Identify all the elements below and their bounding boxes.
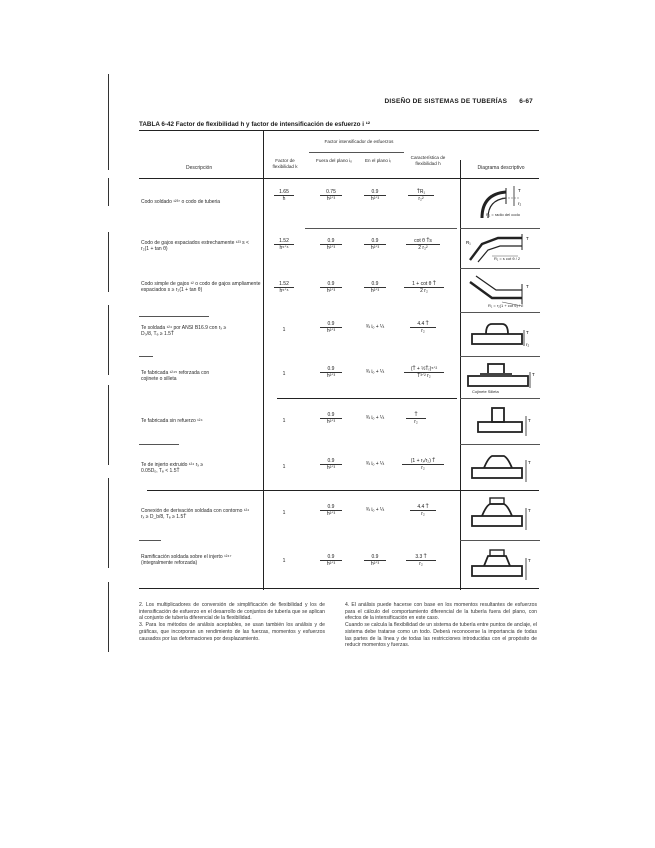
row-rule-6 — [139, 444, 179, 445]
header-page-number: 6-67 — [519, 98, 533, 105]
svg-text:T: T — [526, 330, 529, 335]
row-1-k: $\frac{1.65}{h}$ — [274, 189, 294, 202]
row-rule-1b — [460, 228, 540, 229]
branch-welded-on-fitting-diagram-icon — [462, 544, 540, 584]
row-2-io: 0.9 h²ᐟ³ — [320, 238, 342, 251]
svg-text:T: T — [528, 460, 531, 465]
row-rule-2 — [460, 268, 540, 269]
svg-text:T: T — [528, 558, 531, 563]
footnotes-left — [139, 602, 325, 642]
margin-rule-5 — [108, 385, 109, 465]
row-2-description: Codo de gajos espaciados estrechamente ¹²³ s < r₂(1 + tan θ) — [141, 240, 249, 252]
row-7-k: 1 — [282, 464, 286, 470]
row-4-description: Te soldada ¹²⁴ por ANSI B16.9 con rₓ ≥ D₀/8, Tₑ ≥ 1.5T̄ — [141, 325, 227, 337]
margin-rule-3 — [108, 232, 109, 292]
row-rule-7 — [147, 490, 539, 491]
col-header-k: Factor de flexibilidad k — [272, 158, 298, 169]
svg-text:T: T — [526, 236, 529, 241]
row-8-k: 1 — [282, 510, 286, 516]
table-caption: TABLA 6-42 Factor de flexibilidad h y factor de intensificación de esfuerzo i ¹² — [139, 121, 370, 128]
col-header-diagram: Diagrama descriptivo — [477, 165, 525, 171]
svg-text:R₁: R₁ — [466, 240, 471, 245]
header-title: DISEÑO DE SISTEMAS DE TUBERÍAS — [384, 98, 508, 105]
row-3-io: 0.9 h²ᐟ³ — [320, 281, 342, 294]
row-6-k: 1 — [282, 418, 286, 424]
row-6-h: $\frac{T̄}{\text{r₂}}$ — [406, 412, 426, 425]
row-6-description: Te fabricada sin refuerzo ¹²⁴ — [141, 418, 203, 424]
row-rule-3b — [460, 312, 540, 313]
row-rule-1 — [305, 228, 457, 229]
row-7-io: 0.9 h²ᐟ³ — [320, 458, 342, 471]
row-rule-6b — [460, 444, 540, 445]
row-2-h: $\frac{\text{cot θ T̄s}}{\text{2 r₂²}}$ — [406, 238, 440, 251]
row-8-io: 0.9 h²ᐟ³ — [320, 504, 342, 517]
row-6-ii: ¾ iₒ + ¼ — [365, 415, 385, 421]
row-1-description: Codo soldado ¹²³⁷ o codo de tuberia — [141, 199, 221, 205]
row-9-k: 1 — [282, 558, 286, 564]
margin-rule-7 — [108, 582, 109, 652]
page-header — [373, 98, 533, 105]
row-5-h: (T̄ + ½T̄ᵣ)⁵ᐟ² T̄³ᐟ² r₂ — [404, 366, 444, 379]
group-header: Factor intensificador de esfuerzos — [324, 139, 394, 144]
row-rule-5 — [277, 398, 457, 399]
svg-text:T: T — [528, 508, 531, 513]
footnote-4: 4. El análisis puede hacerse con base en los momentos resultantes de esfuerzos para el cálculo del comportamiento diferencial de la tubería fuera del plano, con efectos de la intensificación en este caso. — [345, 602, 537, 622]
row-8-description: Conexión de derivación soldada con contorno ¹²⁴ rₓ ≥ D_b/8, Tₑ ≥ 1.5T̄ — [141, 508, 250, 520]
row-5-description: Te fabricada ¹²⁴⁵ reforzada con cojinete o silleta — [141, 370, 210, 382]
row-4-ii: ¾ iₒ + ¼ — [365, 324, 385, 330]
row-5-ii: ¾ iₒ + ¼ — [365, 369, 385, 375]
margin-rule-1 — [108, 74, 109, 170]
extruded-outlet-tee-diagram-icon — [462, 448, 540, 488]
row-9-io: 0.9 h²ᐟ³ — [320, 554, 342, 567]
row-1-h: $\frac{\text{T̄R₁}}{\text{r₂²}}$ — [408, 189, 434, 202]
margin-rule-2 — [108, 178, 109, 206]
row-2-fig-label: R₁ = s cot θ / 2 — [494, 256, 521, 261]
svg-text:T: T — [518, 188, 521, 193]
header-bottom-rule — [139, 178, 539, 179]
row-1-fig-label: R₁ = radio del codo — [486, 212, 520, 217]
row-3-h: $\frac{\text{1 + cot θ T̄}}{\text{2 r₂}}$ — [404, 281, 444, 294]
row-9-h: $\frac{3.3 T̄}{\text{r₂}}$ — [406, 554, 436, 567]
row-5-k: 1 — [282, 371, 286, 377]
svg-text:T: T — [526, 284, 529, 289]
svg-text:r₂: r₂ — [518, 201, 522, 206]
table-bottom-rule — [139, 588, 539, 589]
table-left-divider — [263, 130, 264, 590]
col-header-ii: En el plano iᵢ — [364, 158, 391, 163]
row-7-description: Te de injerto extruido ¹²⁴ rₓ ≥ 0.05Dₒ, Tₑ < 1.5T̄ — [141, 462, 204, 474]
row-2-k: 1.52 h⁵ᐟ⁶ — [274, 238, 294, 251]
row-4-io: 0.9 h²ᐟ³ — [320, 321, 342, 334]
footnote-flexibility-paragraph: Cuando se calcula la flexibilidad de un sistema de tubería entre puntos de anclaje, el sistema debe tratarse como un todo. Deberá reconocerse la importancia de todas las partes de la línea y de todas las restricciones introducidas con el propósito de reducir momentos y fuerzas. — [345, 622, 537, 649]
col-header-h: Característica de flexibilidad h — [410, 155, 446, 166]
row-3-k: 1.52 h⁵ᐟ⁶ — [274, 281, 294, 294]
welding-tee-diagram-icon — [462, 316, 540, 354]
row-8-h: $\frac{4.4 T̄}{\text{r₂}}$ — [410, 504, 436, 517]
col-header-io: Fuera del plano iₒ — [316, 158, 352, 163]
row-4-h: $\frac{4.4 T̄}{\text{r₂}}$ — [410, 321, 436, 334]
row-8-ii: ¾ iₒ + ¼ — [365, 507, 385, 513]
row-7-ii: ¾ iₒ + ¼ — [365, 461, 385, 467]
row-7-h: $\frac{\text{(1 + rₓ/r₂) T̄}}{\text{r₂}}$ — [402, 458, 444, 471]
row-rule-5b — [460, 398, 540, 399]
row-1-io: 0.75 h²ᐟ³ — [320, 189, 342, 202]
row-5-fig-label: Cojinete Silleta — [472, 389, 499, 394]
margin-rule-6 — [108, 478, 109, 568]
footnote-2: 2. Los multiplicadores de conversión de simplificación de flexibilidad y los de intensificación de esfuerzo en el desarrollo de conjuntos de tubería que se aplican al conjunto de tubería diferencial de la flexibilidad. — [139, 602, 325, 622]
row-1-ii: 0.9 h²ᐟ³ — [364, 189, 386, 202]
svg-text:r₂: r₂ — [526, 342, 530, 347]
row-6-io: 0.9 h²ᐟ³ — [320, 412, 342, 425]
margin-rule-4 — [108, 305, 109, 375]
col-header-description: Descripción — [186, 165, 213, 171]
table-top-rule — [139, 130, 539, 131]
group-header-rule — [309, 152, 404, 153]
row-rule-3 — [139, 316, 209, 317]
row-3-ii: 0.9 h²ᐟ³ — [364, 281, 386, 294]
row-5-io: 0.9 h²ᐟ³ — [320, 366, 342, 379]
footnotes-right — [345, 602, 537, 649]
diagram-column-divider — [460, 160, 461, 590]
unreinforced-fabricated-tee-diagram-icon — [462, 402, 540, 442]
row-9-ii: 0.9 h²ᐟ³ — [364, 554, 386, 567]
row-2-ii: 0.9 h²ᐟ³ — [364, 238, 386, 251]
svg-text:T: T — [528, 418, 531, 423]
contour-branch-connection-diagram-icon — [462, 494, 540, 536]
row-rule-4b — [460, 356, 540, 357]
row-rule-8 — [139, 540, 161, 541]
row-3-fig-label: R₁ = r₂(1 + cot θ) / 2 — [488, 303, 524, 308]
row-rule-8b — [460, 540, 540, 541]
row-4-k: 1 — [282, 327, 286, 333]
row-rule-4 — [139, 356, 153, 357]
row-3-description: Codo simple de gajos ¹² o codo de gajos ampliamente espaciados s ≥ r₂(1 + tan θ) — [141, 281, 261, 293]
svg-text:T: T — [532, 372, 535, 377]
row-9-description: Ramificación soldada sobre el injerto ¹²⁴⁷ (integralmente reforzada) — [141, 554, 232, 566]
footnote-3: 3. Para los métodos de análisis aceptables, se usan también los análisis y de gráficas, que incorporan un rendimiento de las fuerzas, momentos y esfuerzos causados por las deformaciones por desplazamiento. — [139, 622, 325, 642]
